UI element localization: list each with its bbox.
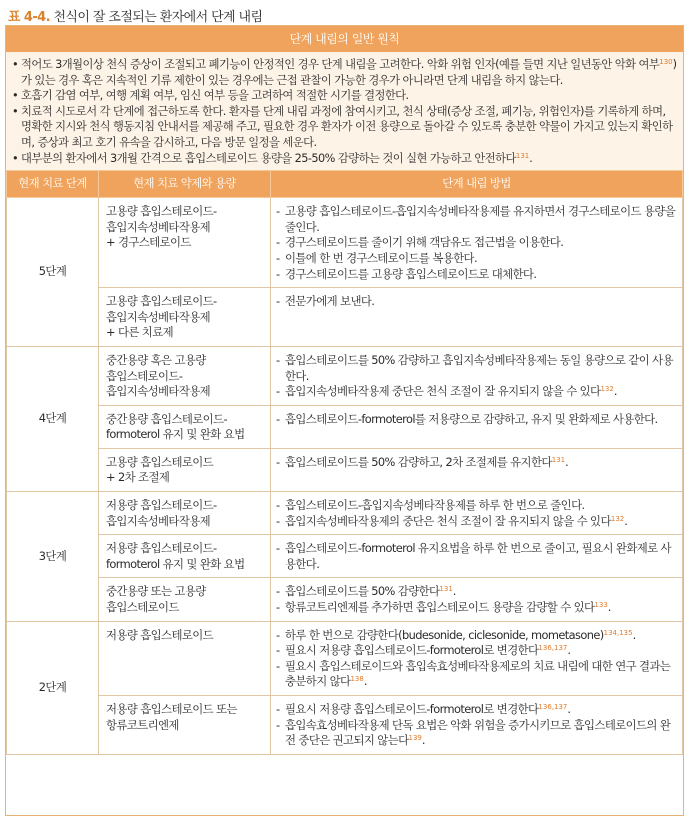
method-item	[276, 643, 677, 659]
principle-item	[12, 57, 677, 88]
text: 호흡기 감염 여부, 여행 계획 여부, 임신 여부 등을 고려하여 적절한 시기를 결정한다.	[21, 89, 409, 103]
reference-number: 136,137	[538, 644, 568, 653]
text: 대부분의 환자에서 3개월 간격으로 흡입스테로이드 용량을 25-50% 감량하는 것이 실현 가능하고 안전하다	[21, 151, 516, 165]
reference-number: 131	[439, 585, 453, 594]
table-row	[7, 346, 683, 405]
table-row	[7, 696, 683, 755]
reference-number: 131	[551, 455, 566, 464]
method-item	[276, 584, 677, 600]
medication-line: formoterol 유지 및 완화 요법	[106, 427, 245, 442]
medication-cell	[99, 535, 271, 578]
step-label: 3단계	[7, 492, 99, 622]
method-item	[276, 251, 677, 267]
table-title: 천식이 잘 조절되는 환자에서 단계 내림	[53, 10, 263, 25]
reference-number: 133	[594, 601, 608, 610]
step-down-method-cell	[271, 535, 683, 578]
step-label: 4단계	[7, 346, 99, 491]
medication-line: 저용량 흡입스테로이드-	[106, 498, 217, 513]
medication-line: 중간용량 혹은 고용량	[106, 352, 206, 367]
text: 하루 한 번으로 감량한다(budesonide, ciclesonide, mometasone)	[285, 627, 604, 642]
method-item	[276, 600, 677, 616]
step-label: 5단계	[7, 198, 99, 347]
medication-line: 흡입지속성베타작용제	[106, 384, 211, 399]
table-row	[7, 448, 683, 491]
method-list	[276, 498, 677, 529]
method-list	[276, 353, 677, 400]
method-item	[276, 294, 677, 310]
general-principles-heading: 단계 내림의 일반 원칙	[6, 26, 683, 52]
table-number: 표 4-4.	[8, 10, 50, 25]
method-item	[276, 384, 677, 400]
table-row	[7, 535, 683, 578]
text: 흡입속효성베타작용제 단독 요법은 악화 위험을 증가시키므로 흡입스테로이드의 완전 중단은 권고되지 않는다	[285, 717, 671, 748]
text: 전문가에게 보낸다.	[285, 294, 375, 309]
header-current-step: 현재 치료 단계	[7, 171, 99, 198]
step-down-method-cell	[271, 405, 683, 448]
method-list	[276, 541, 677, 572]
method-item	[276, 455, 677, 471]
medication-line: + 경구스테로이드	[106, 235, 191, 250]
method-list	[276, 702, 677, 749]
text-tail: .	[567, 702, 571, 716]
text: 치료적 시도로서 각 단계에 접근하도록 한다. 환자를 단계 내림 과정에 참여시키고, 천식 상태(증상 조절, 폐기능, 위험인자)를 기록하게 하며, 명확한 지시와 천식 행동지침 안내서를 제공해 주고, 필요한 경우 환자가 이전 용량으로 돌아갈 수 있도록 충분한 약물이 가지고 있는지 확인하며, 증상과 최고 호기 유속을 감시하고, 다음 방문 일정을 세운다.	[21, 104, 673, 149]
method-item	[276, 702, 677, 718]
medication-cell	[99, 696, 271, 755]
text: 흡입스테로이드를 50% 감량하고, 2차 조절제를 유지한다	[285, 454, 552, 469]
method-item	[276, 353, 677, 384]
reference-number: 136,137	[538, 703, 568, 711]
step-label: 2단계	[7, 621, 99, 754]
reference-number: 132	[600, 385, 614, 394]
reference-number: 130	[659, 58, 673, 66]
text-tail: )가 있는 경우 혹은 지속적인 기류 제한이 있는 경우에는 근접 관찰이 가능한 경우가 아니라면 단계 내림을 하지 않는다.	[21, 58, 677, 87]
table-row	[7, 578, 683, 621]
principle-item	[12, 88, 677, 104]
medication-line: formoterol 유지 및 완화 요법	[106, 556, 245, 571]
text-tail: .	[421, 733, 425, 748]
table-row	[7, 288, 683, 347]
step-down-table-frame	[5, 25, 684, 816]
text-tail: .	[632, 627, 636, 642]
text: 흡입스테로이드-흡입지속성베타작용제를 하루 한 번으로 줄인다.	[285, 498, 585, 513]
step-down-method-cell	[271, 346, 683, 405]
general-principles-list	[6, 52, 683, 170]
table-row	[7, 492, 683, 535]
text: 필요시 흡입스테로이드와 흡입속효성베타작용제로의 치료 내림에 대한 연구 결과는 충분하지 않다	[285, 658, 671, 689]
method-item	[276, 718, 677, 749]
step-down-method-cell	[271, 621, 683, 695]
method-list	[276, 412, 677, 428]
method-list	[276, 584, 677, 615]
step-down-method-cell	[271, 288, 683, 347]
medication-line: + 2차 조절제	[106, 470, 170, 485]
text: 흡입스테로이드-formoterol 유지요법을 하루 한 번으로 줄이고, 필요시 완화제로 사용한다.	[285, 541, 671, 571]
text: 고용량 흡입스테로이드-흡입지속성베타작용제를 유지하면서 경구스테로이드 용량을 줄인다.	[285, 204, 676, 234]
medication-line: 흡입스테로이드-	[106, 368, 183, 383]
method-item	[276, 235, 677, 251]
method-item	[276, 267, 677, 283]
medication-cell	[99, 346, 271, 405]
principle-item	[12, 104, 677, 151]
table-row	[7, 621, 683, 695]
method-item	[276, 659, 677, 690]
text-tail: .	[613, 384, 617, 399]
text: 항류코트리엔제를 추가하면 흡입스테로이드 용량을 감량할 수 있다	[285, 600, 595, 615]
text-tail: .	[452, 584, 456, 599]
text: 필요시 저용량 흡입스테로이드-formoterol로 변경한다	[285, 643, 539, 658]
method-list	[276, 294, 677, 310]
method-item	[276, 628, 677, 644]
table-row	[7, 405, 683, 448]
medication-cell	[99, 492, 271, 535]
method-item	[276, 204, 677, 235]
text: 흡입스테로이드를 50% 감량하고 흡입지속성베타작용제는 동일 용량으로 같이 사용한다.	[285, 352, 673, 383]
text-tail: .	[565, 454, 569, 469]
method-item	[276, 541, 677, 572]
method-list	[276, 628, 677, 690]
method-item	[276, 498, 677, 514]
reference-number: 139	[408, 734, 422, 743]
step-down-method-cell	[271, 448, 683, 491]
text-tail: .	[529, 151, 533, 165]
medication-line: + 다른 치료제	[106, 325, 174, 340]
text-tail: .	[607, 600, 611, 615]
medication-line: 항류코트리엔제	[106, 717, 179, 732]
text: 흡입스테로이드-formoterol를 저용량으로 감량하고, 유지 및 완화제로 사용한다.	[285, 411, 658, 426]
reference-number: 131	[515, 151, 530, 160]
step-down-method-cell	[271, 198, 683, 288]
medication-line: 중간용량 또는 고용량	[106, 584, 206, 599]
medication-cell	[99, 621, 271, 695]
medication-line: 중간용량 흡입스테로이드-	[106, 411, 227, 426]
header-current-medication: 현재 치료 약제와 용량	[99, 171, 271, 198]
medication-cell	[99, 288, 271, 347]
reference-number: 132	[610, 514, 625, 523]
text: 경구스테로이드를 줄이기 위해 객담유도 접근법을 이용한다.	[285, 235, 564, 250]
medication-cell	[99, 448, 271, 491]
table-header-row	[7, 171, 683, 198]
medication-cell	[99, 578, 271, 621]
medication-cell	[99, 405, 271, 448]
medication-line: 고용량 흡입스테로이드	[106, 454, 214, 469]
medication-line: 고용량 흡입스테로이드-	[106, 204, 217, 219]
medication-cell	[99, 198, 271, 288]
method-item	[276, 514, 677, 530]
medication-line: 고용량 흡입스테로이드-	[106, 294, 217, 309]
reference-number: 138	[350, 675, 364, 684]
medication-line: 저용량 흡입스테로이드	[106, 627, 214, 642]
principle-item	[12, 151, 677, 167]
text-tail: .	[624, 513, 628, 528]
text: 경구스테로이드를 고용량 흡입스테로이드로 대체한다.	[285, 266, 537, 281]
medication-line: 흡입스테로이드	[106, 600, 179, 615]
medication-line: 흡입지속성베타작용제	[106, 513, 211, 528]
method-list	[276, 204, 677, 282]
medication-line: 저용량 흡입스테로이드 또는	[106, 702, 237, 716]
text-tail: .	[363, 674, 367, 689]
reference-number: 134,135	[603, 628, 633, 637]
table-caption	[8, 6, 262, 25]
step-down-method-cell	[271, 492, 683, 535]
method-list	[276, 455, 677, 471]
table-row	[7, 198, 683, 288]
step-down-table	[6, 170, 683, 755]
text: 필요시 저용량 흡입스테로이드-formoterol로 변경한다	[285, 702, 539, 716]
medication-line: 흡입지속성베타작용제	[106, 219, 211, 234]
text: 흡입지속성베타작용제의 중단은 천식 조절이 잘 유지되지 않을 수 있다	[285, 513, 611, 528]
text-tail: .	[567, 643, 571, 658]
medication-line: 흡입지속성베타작용제	[106, 309, 211, 324]
text: 흡입지속성베타작용제 중단은 천식 조절이 잘 유지되지 않을 수 있다	[285, 384, 601, 399]
method-item	[276, 412, 677, 428]
header-step-down-method: 단계 내림 방법	[271, 171, 683, 198]
medication-line: 저용량 흡입스테로이드-	[106, 541, 217, 556]
step-down-method-cell	[271, 578, 683, 621]
text: 흡입스테로이드를 50% 감량한다	[285, 584, 440, 599]
text: 적어도 3개월이상 천식 증상이 조절되고 폐기능이 안정적인 경우 단계 내림을 고려한다. 악화 위험 인자(예를 들면 지난 일년동안 악화 여부	[21, 58, 660, 71]
text: 이틀에 한 번 경구스테로이드를 복용한다.	[285, 250, 477, 265]
table-body	[7, 198, 683, 755]
step-down-method-cell	[271, 696, 683, 755]
